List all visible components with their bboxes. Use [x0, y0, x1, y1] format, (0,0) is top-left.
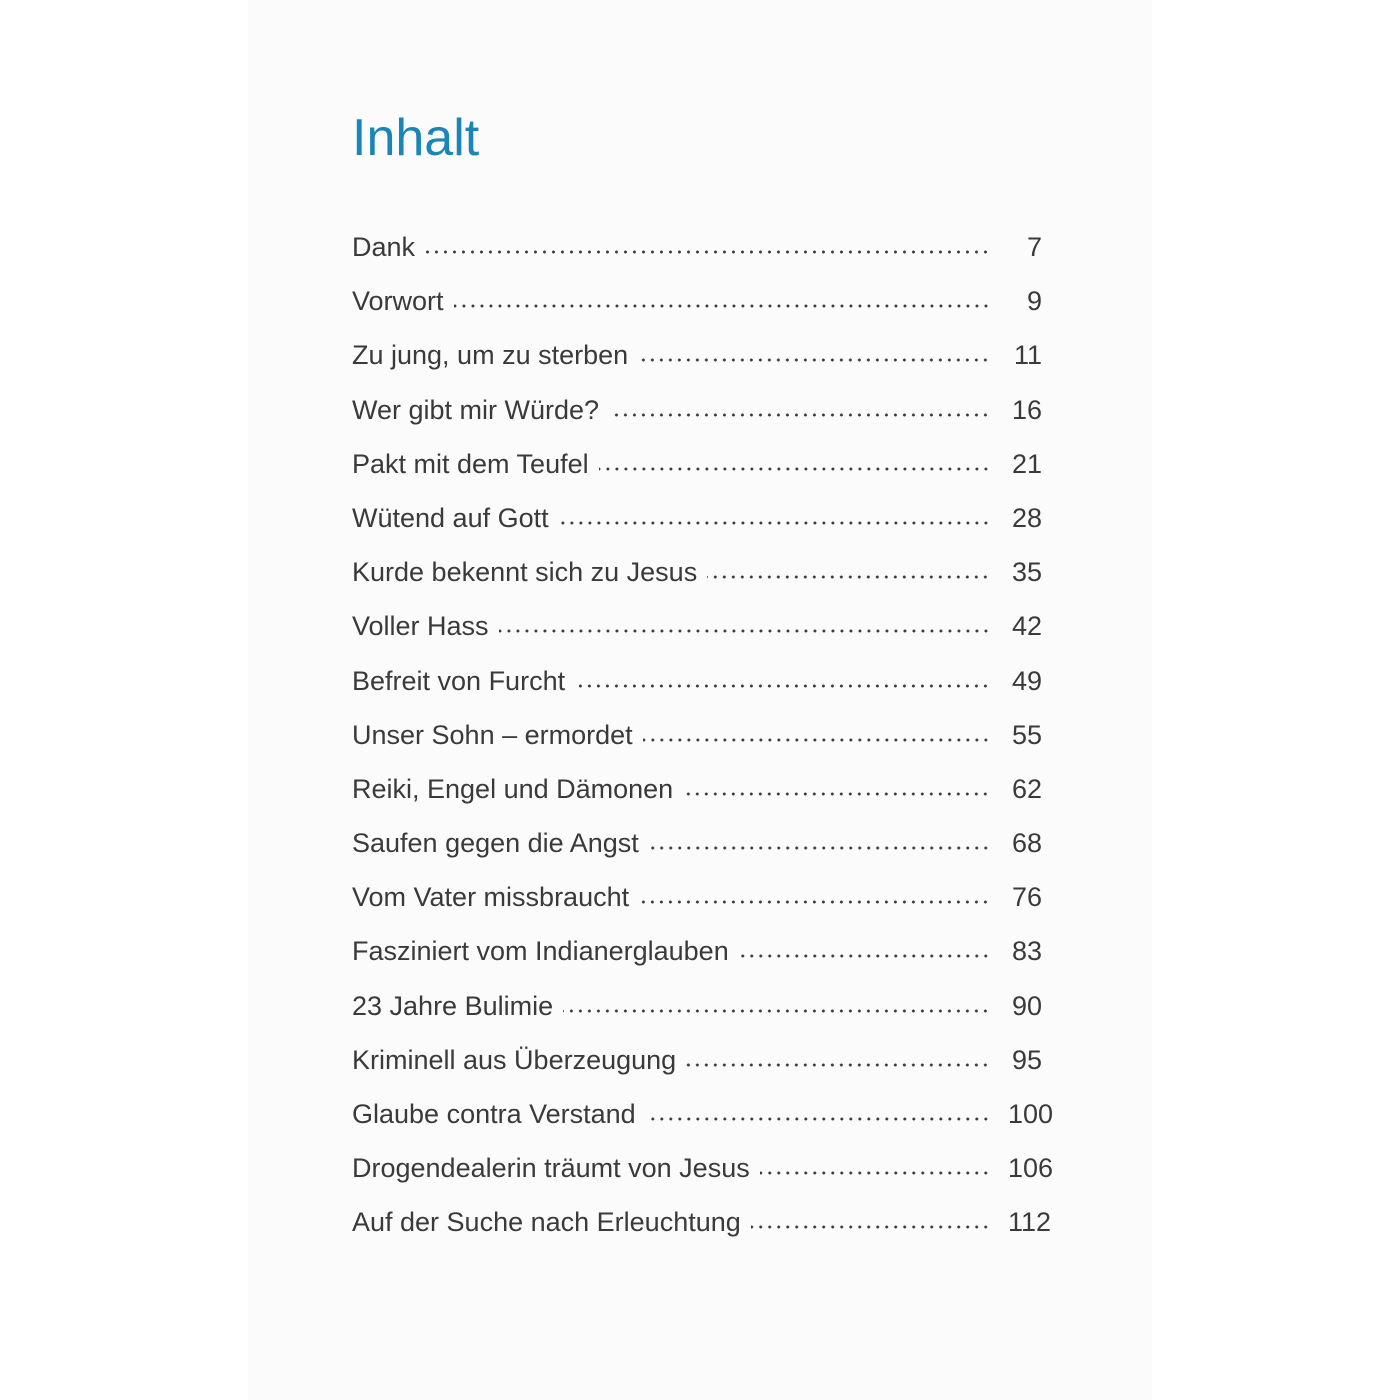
toc-entry-page-number: 62 [1011, 773, 1042, 804]
table-of-contents [352, 220, 1054, 1250]
toc-entry-page-number: 49 [1011, 665, 1042, 696]
toc-entry-page-number: 83 [1011, 936, 1042, 967]
dot-leader [639, 900, 990, 904]
toc-entry-title: Fasziniert vom Indianerglauben [352, 936, 729, 967]
toc-entry [352, 1195, 1052, 1249]
toc-entry [352, 383, 1042, 437]
toc-entry-page-number: 11 [1013, 340, 1042, 371]
dot-leader [575, 684, 990, 688]
toc-entry-page-number: 7 [1026, 232, 1042, 262]
toc-entry-page-number: 9 [1026, 286, 1042, 317]
toc-entry-page-number: 16 [1011, 394, 1042, 425]
toc-entry-title: Kurde bekennt sich zu Jesus [352, 557, 698, 588]
toc-entry [352, 654, 1042, 708]
dot-leader [559, 521, 990, 525]
dot-leader [649, 846, 990, 850]
toc-entry-page-number: 42 [1011, 611, 1042, 642]
toc-entry [352, 924, 1042, 978]
toc-entry [352, 274, 1042, 328]
toc-entry-title: Drogendealerin träumt von Jesus [352, 1153, 750, 1184]
toc-entry-title: Vorwort [352, 286, 444, 317]
toc-entry-page-number: 95 [1011, 1044, 1042, 1075]
toc-entry [352, 599, 1042, 653]
toc-entry [352, 437, 1042, 491]
toc-entry [352, 816, 1042, 870]
toc-entry-title: Wer gibt mir Würde? [352, 394, 600, 425]
toc-entry-page-number: 112 [1008, 1207, 1052, 1238]
toc-entry-title: Reiki, Engel und Dämonen [352, 773, 674, 804]
toc-entry-title: Befreit von Furcht [352, 665, 566, 696]
toc-entry-title: Wütend auf Gott [352, 502, 549, 533]
dot-leader [686, 1063, 990, 1067]
toc-entry-page-number: 68 [1011, 828, 1042, 859]
toc-entry [352, 545, 1042, 599]
dot-leader [760, 1171, 990, 1175]
toc-entry-title: Kriminell aus Überzeugung [352, 1044, 677, 1075]
dot-leader [707, 575, 990, 579]
toc-entry [352, 708, 1042, 762]
toc-entry-page-number: 90 [1011, 990, 1042, 1021]
dot-leader [563, 1009, 990, 1013]
toc-entry [352, 1141, 1054, 1195]
toc-entry-page-number: 21 [1011, 448, 1042, 479]
toc-entry [352, 491, 1042, 545]
dot-leader [599, 467, 990, 471]
toc-entry-title: 23 Jahre Bulimie [352, 990, 554, 1021]
dot-leader [638, 358, 990, 362]
dot-leader [499, 629, 990, 633]
toc-entry-page-number: 28 [1011, 502, 1042, 533]
toc-entry-page-number: 106 [1008, 1153, 1054, 1184]
dot-leader [609, 413, 990, 417]
toc-entry-title: Saufen gegen die Angst [352, 828, 639, 859]
dot-leader [683, 792, 990, 796]
toc-entry-page-number: 55 [1011, 719, 1042, 750]
toc-entry [352, 1087, 1054, 1141]
toc-entry-title: Unser Sohn – ermordet [352, 719, 633, 750]
toc-entry [352, 1033, 1042, 1087]
dot-leader [739, 954, 990, 958]
dot-leader [751, 1225, 990, 1229]
toc-entry-title: Vom Vater missbraucht [352, 882, 630, 913]
dot-leader [646, 1117, 990, 1121]
toc-entry [352, 870, 1042, 924]
dot-leader [454, 304, 990, 308]
toc-entry [352, 762, 1042, 816]
toc-entry-title: Glaube contra Verstand [352, 1099, 636, 1129]
toc-entry-title: Dank [352, 232, 416, 262]
toc-entry-page-number: 76 [1011, 882, 1042, 913]
toc-entry [352, 979, 1042, 1033]
toc-entry [352, 328, 1042, 382]
toc-entry-page-number: 100 [1008, 1099, 1054, 1129]
toc-entry-title: Voller Hass [352, 611, 489, 642]
toc-entry-page-number: 35 [1011, 557, 1042, 588]
dot-leader [425, 250, 990, 254]
toc-entry [352, 220, 1042, 274]
toc-entry-title: Zu jung, um zu sterben [352, 340, 629, 371]
page-title: Inhalt [352, 109, 480, 167]
dot-leader [643, 738, 990, 742]
toc-entry-title: Auf der Suche nach Erleuchtung [352, 1207, 741, 1238]
toc-entry-title: Pakt mit dem Teufel [352, 448, 589, 479]
